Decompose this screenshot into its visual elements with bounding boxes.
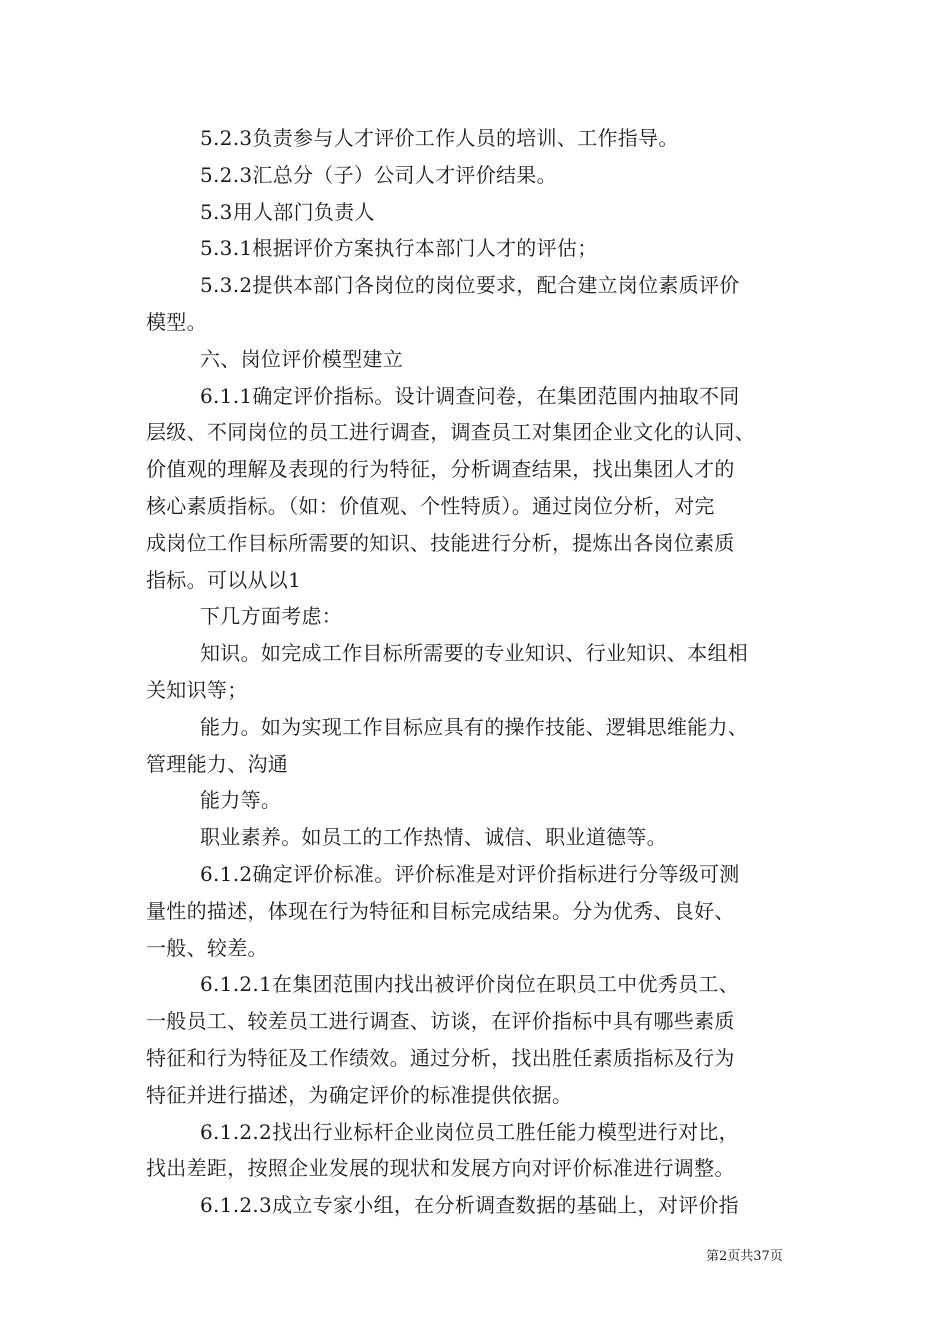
text-line: 知识。如完成工作目标所需要的专业知识、行业知识、本组相: [200, 641, 749, 666]
text-line: 核心素质指标。（如：价值观、个性特质）。通过岗位分析，对完: [146, 493, 715, 518]
text-line: 6.1.2确定评价标准。评价标准是对评价指标进行分等级可测: [200, 861, 740, 886]
text-line: 5.2.3汇总分（子）公司人才评价结果。: [200, 162, 557, 187]
text-line: 量性的描述，体现在行为特征和目标完成结果。分为优秀、良好、: [146, 898, 735, 923]
text-line: 找出差距，按照企业发展的现状和发展方向对评价标准进行调整。: [146, 1156, 735, 1181]
text-line: 5.3.2提供本部门各岗位的岗位要求，配合建立岗位素质评价: [200, 273, 740, 298]
text-line: 指标。可以从以1: [146, 567, 302, 592]
text-line: 一般、较差。: [146, 935, 268, 960]
text-line: 5.3用人部门负责人: [200, 199, 375, 224]
text-line: 5.3.1根据评价方案执行本部门人才的评估；: [200, 236, 598, 261]
text-line: 6.1.2.2找出行业标杆企业岗位员工胜任能力模型进行对比，: [200, 1119, 739, 1144]
text-line: 5.2.3负责参与人才评价工作人员的培训、工作指导。: [200, 126, 679, 150]
text-line: 模型。: [146, 309, 207, 334]
document-body: [146, 120, 806, 1224]
text-line: 6.1.1确定评价指标。设计调查问卷，在集团范围内抽取不同: [200, 383, 740, 408]
text-line: 6.1.2.3成立专家小组，在分析调查数据的基础上，对评价指: [200, 1193, 739, 1218]
text-line: 一般员工、较差员工进行调查、访谈，在评价指标中具有哪些素质: [146, 1009, 735, 1034]
text-line: 关知识等；: [146, 677, 248, 702]
page-number: 第2页共37页: [706, 1249, 783, 1264]
text-line: 特征和行为特征及工作绩效。通过分析，找出胜任素质指标及行为: [146, 1045, 735, 1070]
text-line: 下几方面考虑：: [200, 604, 343, 629]
text-line: 层级、不同岗位的员工进行调查，调查员工对集团企业文化的认同、: [146, 420, 755, 445]
text-line: 成岗位工作目标所需要的知识、技能进行分析，提炼出各岗位素质: [146, 530, 735, 555]
text-line: 职业素养。如员工的工作热情、诚信、职业道德等。: [200, 825, 667, 850]
text-line: 能力等。: [200, 788, 282, 813]
text-line: 特征并进行描述，为确定评价的标准提供依据。: [146, 1082, 573, 1107]
text-line: 六、岗位评价模型建立: [200, 346, 403, 371]
text-line: 6.1.2.1在集团范围内找出被评价岗位在职员工中优秀员工、: [200, 972, 739, 997]
text-line: 能力。如为实现工作目标应具有的操作技能、逻辑思维能力、: [200, 714, 749, 739]
text-line: 价值观的理解及表现的行为特征，分析调查结果，找出集团人才的: [146, 457, 735, 482]
text-line: 管理能力、沟通: [146, 751, 289, 776]
